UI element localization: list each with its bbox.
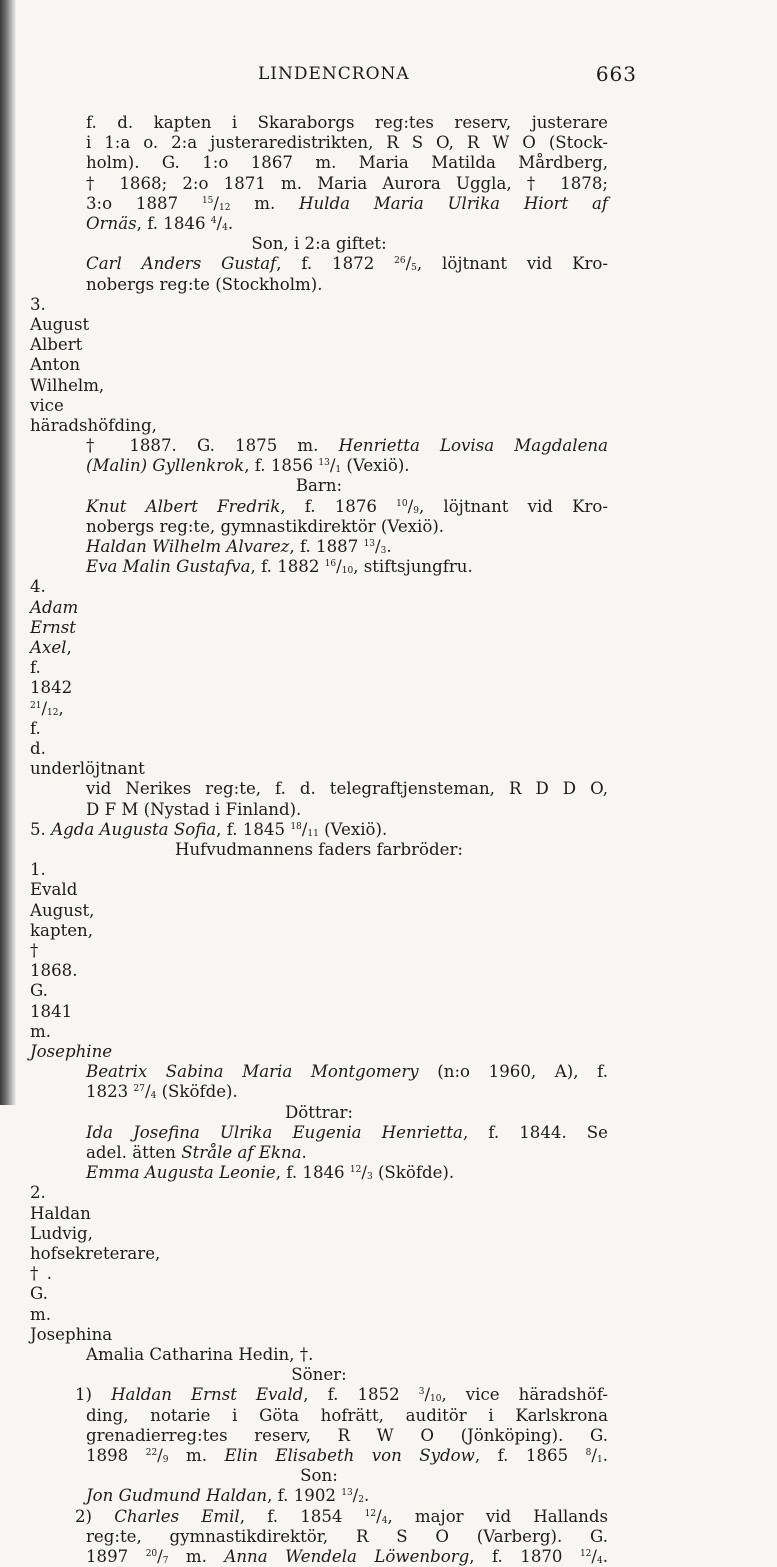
text-line: ding, notarie i Göta hofrätt, auditör i Karlskrona <box>86 1405 608 1425</box>
text-line: † 1868; 2:o 1871 m. Maria Aurora Uggla, † 1878; <box>86 173 608 193</box>
text-line: 1823 $^{27}/_4$ (Sköfde). <box>86 1082 238 1102</box>
text-line: 1898 $^{22}/_9$ m. Elin Elisabeth von Sydow, f. 1865 $^8/_1$. <box>86 1445 608 1465</box>
page-header <box>0 64 777 90</box>
text-line: 4. Adam Ernst Axel, f. 1842 $^{21}/_{12}$, f. d. underlöjtnant <box>30 577 145 779</box>
text-line: D F M (Nystad i Finland). <box>86 799 302 819</box>
text-line: Hufvudmannens faders farbröder: <box>175 840 463 860</box>
text-line: reg:te, gymnastikdirektör, R S O (Varberg). G. <box>86 1526 608 1546</box>
text-line: Knut Albert Fredrik, f. 1876 $^{10}/_9$, löjtnant vid Kro- <box>86 496 609 516</box>
text-line: 5. Agda Augusta Sofia, f. 1845 $^{18}/_{11}$ (Vexiö). <box>30 819 388 839</box>
text-line: Son: <box>300 1466 338 1486</box>
text-line: 2) Charles Emil, f. 1854 $^{12}/_4$, major vid Hallands <box>75 1506 609 1526</box>
text-line: Haldan Wilhelm Alvarez, f. 1887 $^{13}/_3$. <box>86 537 392 557</box>
text-line: Eva Malin Gustafva, f. 1882 $^{16}/_{10}$, stiftsjungfru. <box>86 557 473 577</box>
text-line: 3:o 1887 $^{15}/_{12}$ m. Hulda Maria Ulrika Hiort af <box>86 193 609 213</box>
text-line: (Malin) Gyllenkrok, f. 1856 $^{13}/_1$ (Vexiö). <box>86 456 410 476</box>
text-line: adel. ätten Stråle af Ekna. <box>86 1143 307 1162</box>
text-line: Emma Augusta Leonie, f. 1846 $^{12}/_3$ (Sköfde). <box>86 1163 455 1183</box>
text-line: Barn: <box>295 476 343 496</box>
text-line: 2. Haldan Ludvig, hofsekreterare, †. G. m. Josephina <box>30 1183 161 1344</box>
text-line: Ornäs, f. 1846 $^4/_4$. <box>86 213 234 233</box>
text-line: 1897 $^{20}/_7$ m. Anna Wendela Löwenborg, f. 1870 $^{12}/_4$. <box>86 1546 608 1566</box>
text-line: 3. August Albert Anton Wilhelm, vice häradshöfding, <box>30 294 157 435</box>
text-line: Carl Anders Gustaf, f. 1872 $^{26}/_5$, löjtnant vid Kro- <box>86 254 608 274</box>
text-line: 1) Haldan Ernst Evald, f. 1852 $^3/_{10}$, vice häradshöf- <box>75 1385 609 1405</box>
text-line: † 1887. G. 1875 m. Henrietta Lovisa Magdalena <box>86 436 608 456</box>
text-line: Döttrar: <box>285 1102 353 1122</box>
text-line: Beatrix Sabina Maria Montgomery (n:o 1960, A), f. <box>86 1062 608 1082</box>
genealogy-text <box>30 113 608 1567</box>
running-title: LINDENCRONA <box>258 64 410 84</box>
text-line: Son, i 2:a giftet: <box>251 234 387 254</box>
text-line: holm). G. 1:o 1867 m. Maria Matilda Mårdberg, <box>86 153 608 173</box>
text-line: f. d. kapten i Skaraborgs reg:tes reserv, justerare <box>86 113 608 132</box>
text-line: nobergs reg:te (Stockholm). <box>86 274 323 294</box>
text-line: Jon Gudmund Haldan, f. 1902 $^{13}/_2$. <box>86 1486 370 1506</box>
text-line: i 1:a o. 2:a justeraredistrikten, R S O, R W O (Stock- <box>86 133 608 153</box>
text-line: grenadierreg:tes reserv, R W O (Jönköping). G. <box>86 1425 608 1445</box>
page-number: 663 <box>595 62 637 86</box>
text-line: 1. Evald August, kapten, † 1868. G. 1841 m. Josephine <box>30 860 113 1062</box>
text-line: vid Nerikes reg:te, f. d. telegraftjensteman, R D D O, <box>86 779 608 799</box>
text-line: nobergs reg:te, gymnastikdirektör (Vexiö). <box>86 516 445 536</box>
text-line: Ida Josefina Ulrika Eugenia Henrietta, f. 1844. Se <box>86 1122 608 1142</box>
text-line: Söner: <box>291 1365 347 1385</box>
text-line: Amalia Catharina Hedin, †. <box>86 1345 314 1364</box>
